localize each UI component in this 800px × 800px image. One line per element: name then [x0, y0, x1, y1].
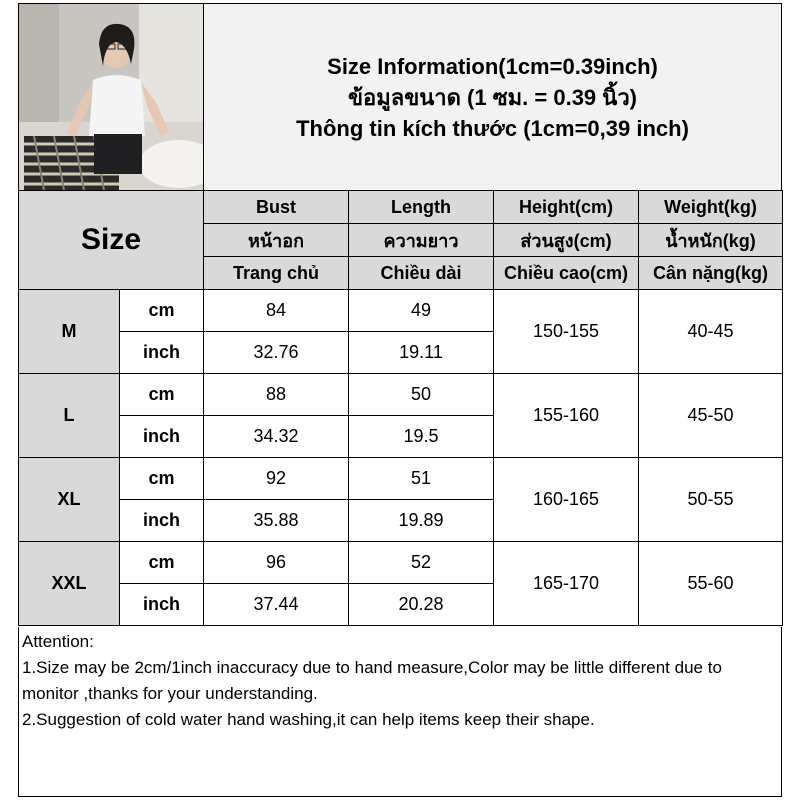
- unit-label-cm: cm: [120, 458, 204, 500]
- length-cm-value: 49: [349, 290, 494, 332]
- column-heading-height-vi: Chiều cao(cm): [494, 257, 639, 290]
- weight-range-value: 55-60: [639, 542, 783, 626]
- bust-cm-value: 92: [204, 458, 349, 500]
- unit-label-cm: cm: [120, 542, 204, 584]
- column-heading-height-en: Height(cm): [494, 191, 639, 224]
- length-inch-value: 19.89: [349, 500, 494, 542]
- size-label-l: L: [19, 374, 120, 458]
- column-heading-length-th: ความยาว: [349, 224, 494, 257]
- column-heading-bust-vi: Trang chủ: [204, 257, 349, 290]
- note-item-washing: 2.Suggestion of cold water hand washing,it can help items keep their shape.: [22, 710, 595, 729]
- table-row: [19, 458, 783, 500]
- height-range-value: 155-160: [494, 374, 639, 458]
- bust-inch-value: 34.32: [204, 416, 349, 458]
- column-heading-bust-th: หน้าอก: [204, 224, 349, 257]
- unit-label-inch: inch: [120, 332, 204, 374]
- bust-inch-value: 37.44: [204, 584, 349, 626]
- height-range-value: 165-170: [494, 542, 639, 626]
- table-row: [19, 290, 783, 332]
- table-row: [19, 374, 783, 416]
- size-column-heading: Size: [19, 191, 204, 290]
- length-inch-value: 19.5: [349, 416, 494, 458]
- column-heading-height-th: ส่วนสูง(cm): [494, 224, 639, 257]
- length-cm-value: 50: [349, 374, 494, 416]
- weight-range-value: 45-50: [639, 374, 783, 458]
- unit-label-inch: inch: [120, 416, 204, 458]
- bust-inch-value: 32.76: [204, 332, 349, 374]
- title-block: [204, 4, 781, 190]
- column-heading-bust-en: Bust: [204, 191, 349, 224]
- column-heading-weight-en: Weight(kg): [639, 191, 783, 224]
- table-row: [19, 542, 783, 584]
- height-range-value: 160-165: [494, 458, 639, 542]
- size-label-xl: XL: [19, 458, 120, 542]
- title-english: Size Information(1cm=0.39inch): [327, 53, 658, 79]
- header-panel: [18, 3, 782, 191]
- bust-cm-value: 84: [204, 290, 349, 332]
- unit-label-cm: cm: [120, 374, 204, 416]
- length-cm-value: 52: [349, 542, 494, 584]
- size-table: [18, 190, 783, 626]
- length-inch-value: 19.11: [349, 332, 494, 374]
- title-thai: ข้อมูลขนาด (1 ซม. = 0.39 นิ้ว): [347, 84, 637, 110]
- column-heading-weight-vi: Cân nặng(kg): [639, 257, 783, 290]
- bust-cm-value: 96: [204, 542, 349, 584]
- unit-label-inch: inch: [120, 500, 204, 542]
- note-item-measurement: 1.Size may be 2cm/1inch inaccuracy due to hand measure,Color may be little different due to monitor ,thanks for your understanding.: [22, 658, 722, 703]
- title-vietnamese: Thông tin kích thước (1cm=0,39 inch): [296, 115, 689, 141]
- model-photo-illustration: [19, 4, 203, 190]
- bust-inch-value: 35.88: [204, 500, 349, 542]
- weight-range-value: 50-55: [639, 458, 783, 542]
- column-heading-length-en: Length: [349, 191, 494, 224]
- height-range-value: 150-155: [494, 290, 639, 374]
- unit-label-inch: inch: [120, 584, 204, 626]
- weight-range-value: 40-45: [639, 290, 783, 374]
- unit-label-cm: cm: [120, 290, 204, 332]
- length-cm-value: 51: [349, 458, 494, 500]
- bust-cm-value: 88: [204, 374, 349, 416]
- attention-notes: [18, 627, 782, 797]
- notes-heading: Attention:: [22, 632, 94, 651]
- size-label-m: M: [19, 290, 120, 374]
- product-model-photo: [19, 4, 204, 190]
- column-heading-length-vi: Chiều dài: [349, 257, 494, 290]
- size-label-xxl: XXL: [19, 542, 120, 626]
- header-row-english: [19, 191, 783, 224]
- length-inch-value: 20.28: [349, 584, 494, 626]
- column-heading-weight-th: น้ำหนัก(kg): [639, 224, 783, 257]
